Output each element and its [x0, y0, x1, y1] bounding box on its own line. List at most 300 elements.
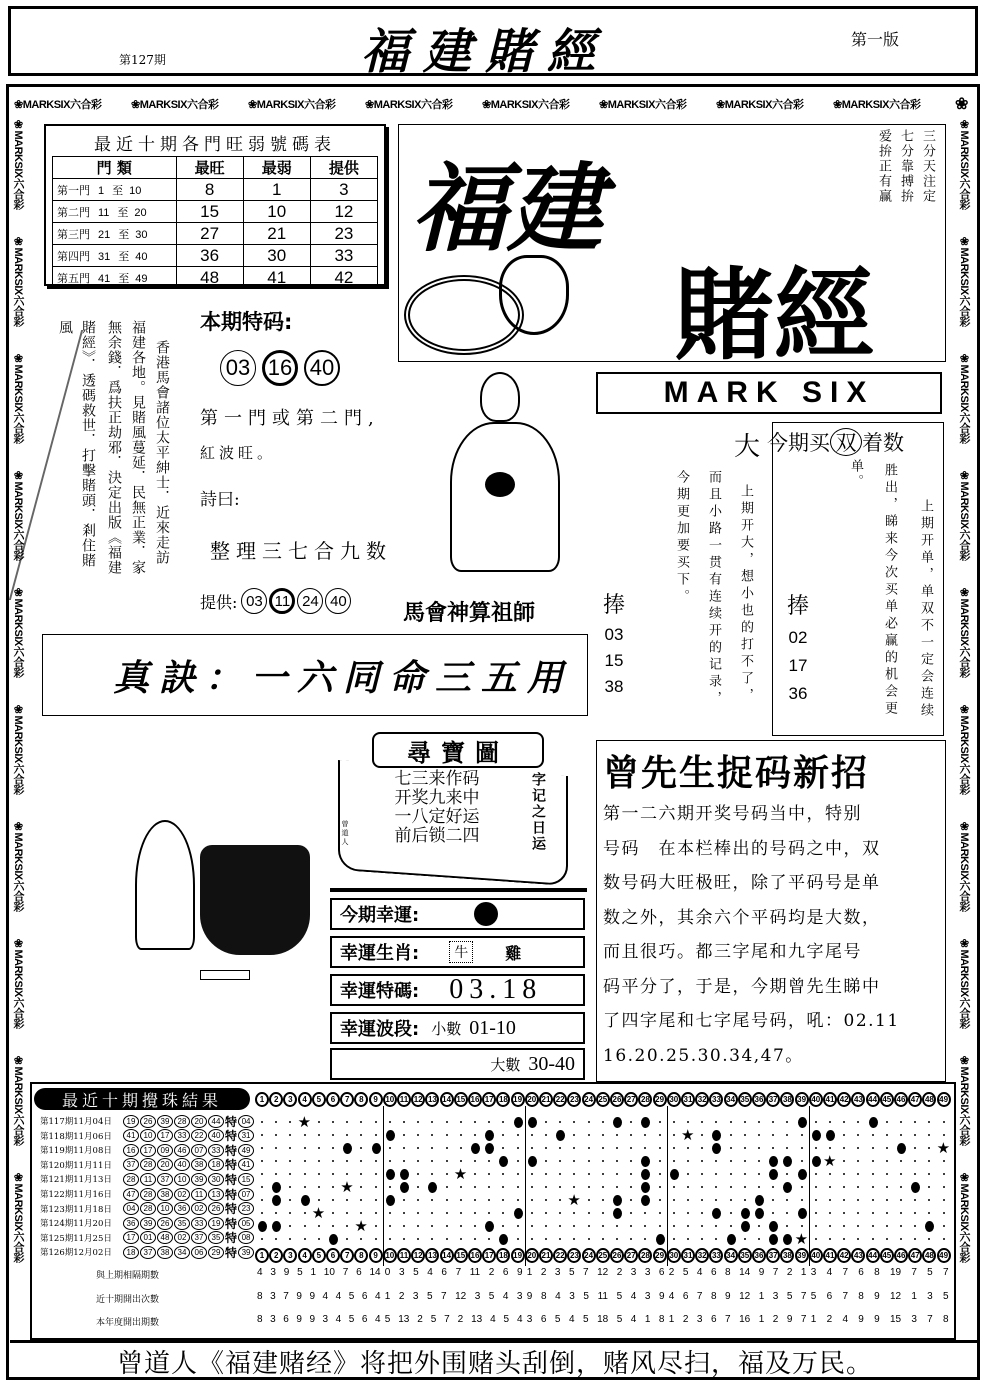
pick-number: 15	[604, 651, 624, 670]
grid-hit-dot	[741, 1221, 750, 1232]
stats-value: 5	[583, 1290, 589, 1302]
stats-value: 1	[758, 1290, 765, 1302]
door-offer: 23	[310, 223, 377, 245]
draw-ball: 26	[140, 1115, 156, 1128]
lucky-code-row	[330, 974, 585, 1006]
grid-empty-dot	[403, 1160, 405, 1162]
stats-value: 13	[398, 1314, 410, 1325]
draw-label: 第124期11月20日	[40, 1219, 112, 1230]
special-ball: 04	[238, 1115, 254, 1128]
grid-empty-dot	[261, 1173, 263, 1175]
door-name	[53, 245, 177, 267]
masthead	[8, 6, 978, 80]
grid-empty-dot	[517, 1199, 519, 1201]
stats-section	[527, 1291, 665, 1302]
grid-empty-dot	[815, 1225, 817, 1227]
special-ball: 03	[220, 350, 256, 386]
stats-value: 1	[310, 1267, 316, 1278]
grid-number-top: 49	[937, 1092, 951, 1107]
stats-value: 6	[682, 1290, 689, 1302]
stats-value: 4	[374, 1314, 381, 1325]
grid-empty-dot	[375, 1199, 377, 1201]
stats-value: 9	[296, 1314, 302, 1325]
stats-value: 14	[369, 1267, 381, 1278]
door-row	[53, 179, 378, 201]
grid-hit-dot	[386, 1169, 395, 1180]
grid-empty-dot	[588, 1186, 590, 1188]
stats-value: 7	[911, 1267, 917, 1278]
grid-hit-dot	[897, 1143, 906, 1154]
stats-value: 3	[270, 1290, 276, 1302]
stats-value: 14	[739, 1267, 751, 1278]
grid-empty-dot	[673, 1121, 675, 1123]
draw-ball: 26	[157, 1217, 173, 1230]
stats-value: 5	[583, 1314, 589, 1325]
grid-empty-dot	[687, 1212, 689, 1214]
grid-empty-dot	[943, 1160, 945, 1162]
draw-ball: 37	[123, 1158, 139, 1171]
draw-ball: 02	[174, 1188, 190, 1201]
grid-number-top: 11	[397, 1092, 411, 1107]
motto-1: 三分天注定	[920, 129, 935, 204]
odd-column: 胜出，睇来今次买单必赢的机会更	[882, 463, 897, 718]
grid-divider	[525, 1106, 526, 1266]
special-balls	[220, 350, 340, 386]
stats-value: 9	[786, 1314, 793, 1325]
grid-empty-dot	[332, 1134, 334, 1136]
stats-value: 9	[296, 1290, 302, 1302]
stats-value: 8	[257, 1290, 263, 1302]
stats-value: 11	[597, 1290, 608, 1302]
odd-even-title-pre: 今期买	[767, 431, 830, 455]
grid-empty-dot	[261, 1186, 263, 1188]
grid-empty-dot	[815, 1173, 817, 1175]
door-name	[53, 201, 177, 223]
zeng-line: 码平分了，于是，今期曾先生睇中	[603, 976, 881, 997]
draw-row	[40, 1172, 254, 1186]
stats-value: 5	[384, 1314, 391, 1325]
grid-number-top: 31	[681, 1092, 695, 1107]
grid-empty-dot	[829, 1199, 831, 1201]
grid-empty-dot	[332, 1199, 334, 1201]
grid-empty-dot	[900, 1238, 902, 1240]
grid-empty-dot	[588, 1147, 590, 1149]
grid-number-top: 28	[638, 1092, 652, 1107]
grid-empty-dot	[531, 1199, 533, 1201]
grid-empty-dot	[517, 1238, 519, 1240]
grid-empty-dot	[474, 1238, 476, 1240]
grid-number-top: 8	[354, 1092, 368, 1107]
door-offer: 42	[310, 267, 377, 289]
draw-ball: 41	[123, 1129, 139, 1142]
grid-empty-dot	[758, 1160, 760, 1162]
logo-mascot	[499, 255, 569, 335]
stats-value: 7	[583, 1267, 589, 1278]
stats-value: 5	[568, 1267, 575, 1278]
draw-ball: 36	[174, 1202, 190, 1215]
intro-column: 無余錢．爲扶正劫邪．決定出版《福建	[106, 320, 122, 575]
door-row	[53, 201, 378, 223]
grid-hit-dot	[386, 1130, 395, 1141]
zeng-body	[603, 797, 939, 1073]
door-to-word: 至	[118, 249, 130, 263]
grid-number-top: 42	[837, 1092, 851, 1107]
issue-number: 第127期	[119, 53, 166, 67]
treasure-title-box	[372, 732, 544, 768]
grid-empty-dot	[389, 1212, 391, 1214]
stats-value: 6	[441, 1267, 447, 1278]
grid-empty-dot	[602, 1121, 604, 1123]
grid-number-top: 12	[411, 1092, 425, 1107]
special-ball: 15	[238, 1173, 254, 1186]
grid-number-bottom: 46	[894, 1248, 908, 1263]
special-mark: 特	[225, 1187, 238, 1202]
grid-empty-dot	[474, 1160, 476, 1162]
grid-empty-dot	[659, 1212, 661, 1214]
door-to-word: 至	[117, 205, 129, 219]
grid-empty-dot	[375, 1212, 377, 1214]
intro-column: 風	[57, 320, 73, 335]
stats-section	[527, 1267, 665, 1278]
special-mark: 特	[225, 1172, 238, 1187]
grid-empty-dot	[758, 1147, 760, 1149]
door-row	[53, 223, 378, 245]
pick-column-2	[787, 589, 809, 704]
odd-column: 上期开单，单双不一定会连续	[918, 499, 933, 720]
intro-column: 賭經》．透碼救世．打擊賭頭．剎住賭	[80, 320, 96, 568]
grid-hit-dot	[613, 1117, 622, 1128]
grid-empty-dot	[815, 1186, 817, 1188]
grid-empty-dot	[758, 1134, 760, 1136]
grid-number-bottom: 22	[553, 1248, 567, 1263]
draw-ball: 39	[140, 1217, 156, 1230]
grid-empty-dot	[900, 1199, 902, 1201]
grid-number-bottom: 15	[454, 1248, 468, 1263]
grid-empty-dot	[687, 1160, 689, 1162]
marksix-tag: ❀MARKSIX六合彩	[958, 469, 970, 561]
door-label: 第四門	[57, 249, 90, 263]
stats-value: 4	[668, 1290, 675, 1302]
grid-empty-dot	[616, 1238, 618, 1240]
grid-number-bottom: 30	[667, 1248, 681, 1263]
stats-value: 8	[540, 1290, 547, 1302]
grid-number-top: 7	[340, 1092, 354, 1107]
draw-ball: 47	[123, 1188, 139, 1201]
special-mark: 特	[225, 1202, 238, 1217]
grid-empty-dot	[659, 1225, 661, 1227]
grid-empty-dot	[815, 1199, 817, 1201]
lucky-code: 03.18	[449, 974, 543, 1005]
stats-value: 2	[417, 1314, 423, 1325]
zeng-title: 曾先生捉码新招	[603, 753, 870, 794]
stats-value: 9	[659, 1290, 665, 1302]
draw-ball: 11	[191, 1188, 207, 1201]
draw-ball: 28	[123, 1173, 139, 1186]
door-cold: 1	[243, 179, 310, 201]
door-from: 11	[98, 206, 110, 219]
grid-number-top: 4	[298, 1092, 312, 1107]
big-label: 大數	[490, 1055, 521, 1074]
door-name	[53, 267, 177, 289]
grid-empty-dot	[801, 1186, 803, 1188]
stats-value: 4	[630, 1314, 637, 1325]
door-label: 第一門	[57, 183, 90, 197]
grid-empty-dot	[687, 1199, 689, 1201]
stats-value: 3	[644, 1290, 651, 1302]
grid-number-top: 1	[255, 1092, 269, 1107]
stats-value: 1	[644, 1314, 651, 1325]
stats-value: 15	[889, 1314, 902, 1325]
grid-empty-dot	[588, 1199, 590, 1201]
stats-value: 5	[297, 1267, 303, 1278]
marksix-tag: ❀MARKSIX六合彩	[958, 820, 970, 912]
draw-ball: 20	[191, 1115, 207, 1128]
stats-section	[257, 1267, 381, 1278]
grid-empty-dot	[446, 1199, 448, 1201]
col-hot: 最旺	[176, 157, 243, 179]
stats-value: 4	[555, 1290, 561, 1302]
grid-empty-dot	[886, 1134, 888, 1136]
grid-empty-dot	[517, 1225, 519, 1227]
grid-number-top: 24	[582, 1092, 596, 1107]
grid-empty-dot	[304, 1186, 306, 1188]
grid-empty-dot	[758, 1173, 760, 1175]
grid-hit-dot	[755, 1195, 764, 1206]
grid-empty-dot	[545, 1134, 547, 1136]
draw-ball: 07	[191, 1144, 207, 1157]
grid-number-top: 45	[880, 1092, 894, 1107]
grid-empty-dot	[602, 1186, 604, 1188]
grid-empty-dot	[446, 1134, 448, 1136]
stats-value: 8	[257, 1314, 263, 1325]
grid-empty-dot	[517, 1173, 519, 1175]
motto-3: 爱拚正有赢	[876, 129, 891, 204]
stats-section	[385, 1267, 523, 1278]
grid-hit-dot	[755, 1208, 764, 1219]
stats-value: 1	[758, 1314, 765, 1325]
grid-empty-dot	[872, 1199, 874, 1201]
draw-ball: 46	[174, 1144, 190, 1157]
door-to-word: 至	[112, 183, 124, 197]
zeng-line: 16.20.25.30.34,47。	[603, 1045, 804, 1066]
grid-empty-dot	[460, 1238, 462, 1240]
grid-empty-dot	[261, 1160, 263, 1162]
stats-section	[669, 1291, 807, 1302]
door-offer: 33	[310, 245, 377, 267]
footer-slogan	[10, 1340, 980, 1380]
rooster-cake-illustration	[110, 800, 330, 1000]
draw-ball: 18	[208, 1158, 224, 1171]
door-from: 41	[98, 272, 111, 285]
grid-empty-dot	[517, 1147, 519, 1149]
draw-ball: 48	[157, 1231, 173, 1244]
offer-ball: 11	[269, 588, 295, 614]
special-ball: 05	[238, 1217, 254, 1230]
grid-empty-dot	[261, 1238, 263, 1240]
door-offer: 3	[310, 179, 377, 201]
grid-empty-dot	[403, 1134, 405, 1136]
pick-number: 38	[604, 677, 624, 696]
grid-empty-dot	[872, 1134, 874, 1136]
grid-empty-dot	[886, 1238, 888, 1240]
stats-value: 7	[444, 1314, 450, 1325]
stats-value: 3	[270, 1267, 276, 1278]
stats-value: 7	[455, 1267, 462, 1278]
grid-number-bottom: 31	[681, 1248, 695, 1263]
grid-special-star: ★	[681, 1126, 695, 1144]
special-mark: 特	[225, 1158, 238, 1173]
door-name	[53, 179, 177, 201]
stats-value: 10	[323, 1267, 335, 1278]
grid-empty-dot	[602, 1199, 604, 1201]
stats-value: 6	[658, 1267, 665, 1278]
draw-ball: 18	[123, 1246, 139, 1259]
grid-empty-dot	[900, 1173, 902, 1175]
stats-value: 3	[644, 1267, 651, 1278]
stats-value: 5	[413, 1267, 419, 1278]
grid-number-top: 43	[851, 1092, 865, 1107]
motto-2: 七分靠搏拚	[898, 129, 913, 204]
stats-value: 6	[826, 1290, 833, 1302]
grid-empty-dot	[304, 1160, 306, 1162]
stats-value: 7	[283, 1290, 289, 1302]
stats-section	[811, 1314, 949, 1325]
door-label: 第三門	[57, 227, 90, 241]
lucky-divider	[330, 888, 587, 892]
stats-value: 3	[554, 1267, 561, 1278]
stats-value: 2	[772, 1314, 779, 1325]
deity-illustration	[440, 372, 570, 582]
draw-ball: 19	[208, 1217, 224, 1230]
grid-empty-dot	[332, 1147, 334, 1149]
stats-value: 1	[526, 1267, 533, 1278]
grid-number-top: 13	[425, 1092, 439, 1107]
door-to: 10	[129, 184, 142, 197]
draw-label: 第119期11月08日	[40, 1146, 112, 1157]
poem-text: 整理三七合九数	[210, 539, 392, 563]
grid-empty-dot	[389, 1225, 391, 1227]
door-table-box	[44, 124, 386, 286]
grid-empty-dot	[403, 1199, 405, 1201]
grid-special-star: ★	[453, 1165, 468, 1183]
draw-row	[40, 1143, 254, 1157]
grid-special-star: ★	[936, 1139, 951, 1157]
draw-ball: 40	[174, 1158, 190, 1171]
grid-empty-dot	[389, 1238, 391, 1240]
grid-number-top: 15	[454, 1092, 468, 1107]
draw-label: 第122期11月16日	[40, 1190, 112, 1200]
grid-empty-dot	[730, 1134, 732, 1136]
grid-empty-dot	[616, 1147, 618, 1149]
grid-empty-dot	[545, 1186, 547, 1188]
grid-empty-dot	[474, 1199, 476, 1201]
grid-empty-dot	[801, 1134, 803, 1136]
grid-number-top: 27	[624, 1092, 638, 1107]
special-mark: 特	[225, 1245, 238, 1260]
grid-empty-dot	[318, 1160, 320, 1162]
stats-value: 3	[270, 1314, 276, 1325]
door-row	[53, 245, 378, 267]
stats-value: 2	[457, 1314, 464, 1325]
col-offer: 提供	[310, 157, 377, 179]
grid-empty-dot	[531, 1186, 533, 1188]
draw-ball: 13	[208, 1188, 224, 1201]
grid-empty-dot	[744, 1173, 746, 1175]
door-from: 1	[98, 184, 105, 197]
grid-empty-dot	[602, 1173, 604, 1175]
grid-empty-dot	[375, 1173, 377, 1175]
stats-value: 1	[668, 1314, 675, 1325]
odd-even-box	[767, 422, 944, 736]
grid-empty-dot	[673, 1212, 675, 1214]
draw-ball: 35	[174, 1217, 190, 1230]
grid-number-bottom: 13	[425, 1248, 439, 1263]
grid-empty-dot	[829, 1173, 831, 1175]
grid-number-bottom: 41	[823, 1248, 837, 1263]
marksix-tag: ❀MARKSIX六合彩	[958, 1171, 970, 1263]
grid-empty-dot	[304, 1147, 306, 1149]
grid-number-top: 21	[539, 1092, 553, 1107]
draw-ball: 38	[157, 1188, 173, 1201]
marksix-tag: ❀MARKSIX六合彩	[482, 99, 570, 111]
lucky-color-ball-icon	[474, 902, 498, 926]
draw-row	[40, 1216, 254, 1230]
grid-hit-dot	[812, 1156, 821, 1167]
grid-special-star: ★	[354, 1217, 368, 1235]
draw-row	[40, 1129, 254, 1143]
special-ball: 41	[238, 1158, 254, 1171]
stats-value: 3	[772, 1290, 779, 1302]
stats-value: 12	[597, 1267, 609, 1278]
grid-empty-dot	[261, 1134, 263, 1136]
draw-ball: 37	[157, 1173, 173, 1186]
grid-empty-dot	[872, 1160, 874, 1162]
draw-label: 第123期11月18日	[40, 1204, 112, 1215]
stats-value: 6	[858, 1267, 864, 1278]
grid-empty-dot	[602, 1225, 604, 1227]
treasure-line: 开奖九来中	[394, 788, 480, 808]
special-ball: 31	[238, 1129, 254, 1142]
grid-empty-dot	[389, 1147, 391, 1149]
stats-value: 2	[786, 1267, 793, 1278]
grid-hit-dot	[812, 1130, 821, 1141]
grid-empty-dot	[673, 1147, 675, 1149]
door-table-title: 最近十期各門旺弱號碼表	[94, 135, 336, 155]
grid-number-bottom: 14	[440, 1248, 454, 1263]
grid-empty-dot	[659, 1186, 661, 1188]
stats-value: 12	[739, 1290, 751, 1302]
grid-empty-dot	[375, 1134, 377, 1136]
grid-empty-dot	[460, 1160, 462, 1162]
stats-value: 4	[335, 1314, 342, 1325]
stats-value: 5	[488, 1290, 495, 1302]
grid-empty-dot	[446, 1225, 448, 1227]
door-name	[53, 223, 177, 245]
zeng-line: 数号码大旺极旺，除了平码号是单	[603, 873, 881, 893]
grid-empty-dot	[744, 1121, 746, 1123]
grid-empty-dot	[588, 1160, 590, 1162]
stats-value: 9	[874, 1314, 880, 1325]
lucky-band-label: 幸運波段:	[340, 1019, 420, 1040]
stats-section	[385, 1314, 523, 1325]
treasure-scroll	[330, 730, 585, 880]
door-from: 21	[98, 228, 111, 241]
stats-value: 8	[710, 1290, 717, 1302]
grid-empty-dot	[829, 1147, 831, 1149]
door-label: 第五門	[57, 271, 90, 285]
grid-empty-dot	[403, 1121, 405, 1123]
grid-number-bottom: 23	[567, 1248, 581, 1263]
